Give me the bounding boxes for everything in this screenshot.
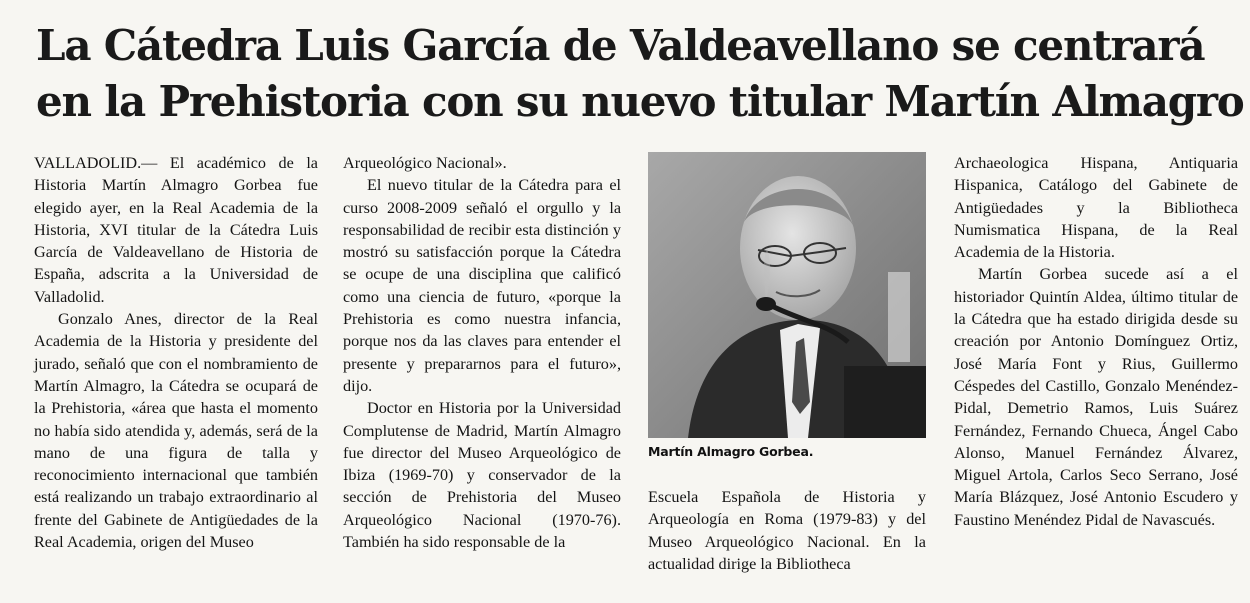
- portrait-illustration: [648, 152, 926, 438]
- headline: [36, 18, 1244, 130]
- paragraph: Doctor en Historia por la Universidad Complutense de Madrid, Martín Almagro fue director del Museo Arqueológico de Ibiza (1969-70) y conservador de la sección de Prehistoria del Museo Arqueológico Nacional (1970-76). También ha sido responsable de la: [343, 399, 621, 552]
- photo-caption: Martín Almagro Gorbea.: [648, 444, 814, 459]
- paragraph: El nuevo titular de la Cátedra para el curso 2008-2009 señaló el orgullo y la responsabilidad de recibir esta distinción y mostró su satisfacción porque la Cátedra se ocupe de una disciplina que calificó como una ciencia de futuro, «porque la Prehistoria es como nuestra infancia, porque nos da las claves para entender el presente y prepararnos para el futuro», dijo.: [343, 176, 621, 395]
- headline-line-1: La Cátedra Luis García de Valdeavellano se centrará: [36, 21, 1205, 70]
- paragraph: Escuela Española de Historia y Arqueología en Roma (1979-83) y del Museo Arqueológico Nacional. En la actualidad dirige la Bibliotheca: [648, 488, 926, 573]
- paragraph-dateline: VALLADOLID.— El académico de la Historia Martín Almagro Gorbea fue elegido ayer, en la Real Academia de la Historia, XVI titular de la Cátedra Luis García de Valdeavellano de Historia de España, adscrita a la Universidad de Valladolid.: [34, 154, 318, 306]
- headline-line-2: en la Prehistoria con su nuevo titular Martín Almagro: [36, 77, 1244, 126]
- portrait-photo: [648, 152, 926, 438]
- paragraph: Arqueológico Nacional».: [343, 154, 507, 172]
- article-column-2: [343, 152, 621, 553]
- paragraph: Gonzalo Anes, director de la Real Academia de la Historia y presidente del jurado, señaló que con el nombramiento de Martín Almagro, la Cátedra se ocupará de la Prehistoria, «área que hasta el momento no había sido atendida y, además, será de la mano de una figura de talla y reconocimiento internacional que también está realizando un trabajo extraordinario al frente del Gabinete de Antigüedades de la Real Academia, origen del Museo: [34, 310, 318, 552]
- article-column-1: [34, 152, 318, 553]
- paragraph: Martín Gorbea sucede así a el historiador Quintín Aldea, último titular de la Cátedra que ha estado dirigida desde su creación por Antonio Domínguez Ortiz, José María Font y Rius, Guillermo Céspedes del Castillo, Gonzalo Menéndez-Pidal, Demetrio Ramos, Luis Suárez Fernández, Fernando Chueca, Ángel Cabo Alonso, Manuel Fernández Álvarez, Miguel Artola, Carlos Seco Serrano, José María Blázquez, José Antonio Escudero y Faustino Menéndez Pidal de Navascués.: [954, 265, 1238, 529]
- article-column-4: [954, 152, 1238, 531]
- column-3-text: [648, 486, 926, 575]
- paragraph: Archaeologica Hispana, Antiquaria Hispanica, Catálogo del Gabinete de Antigüedades y la Bibliotheca Numismatica Hispana, de la Real Academia de la Historia.: [954, 154, 1238, 262]
